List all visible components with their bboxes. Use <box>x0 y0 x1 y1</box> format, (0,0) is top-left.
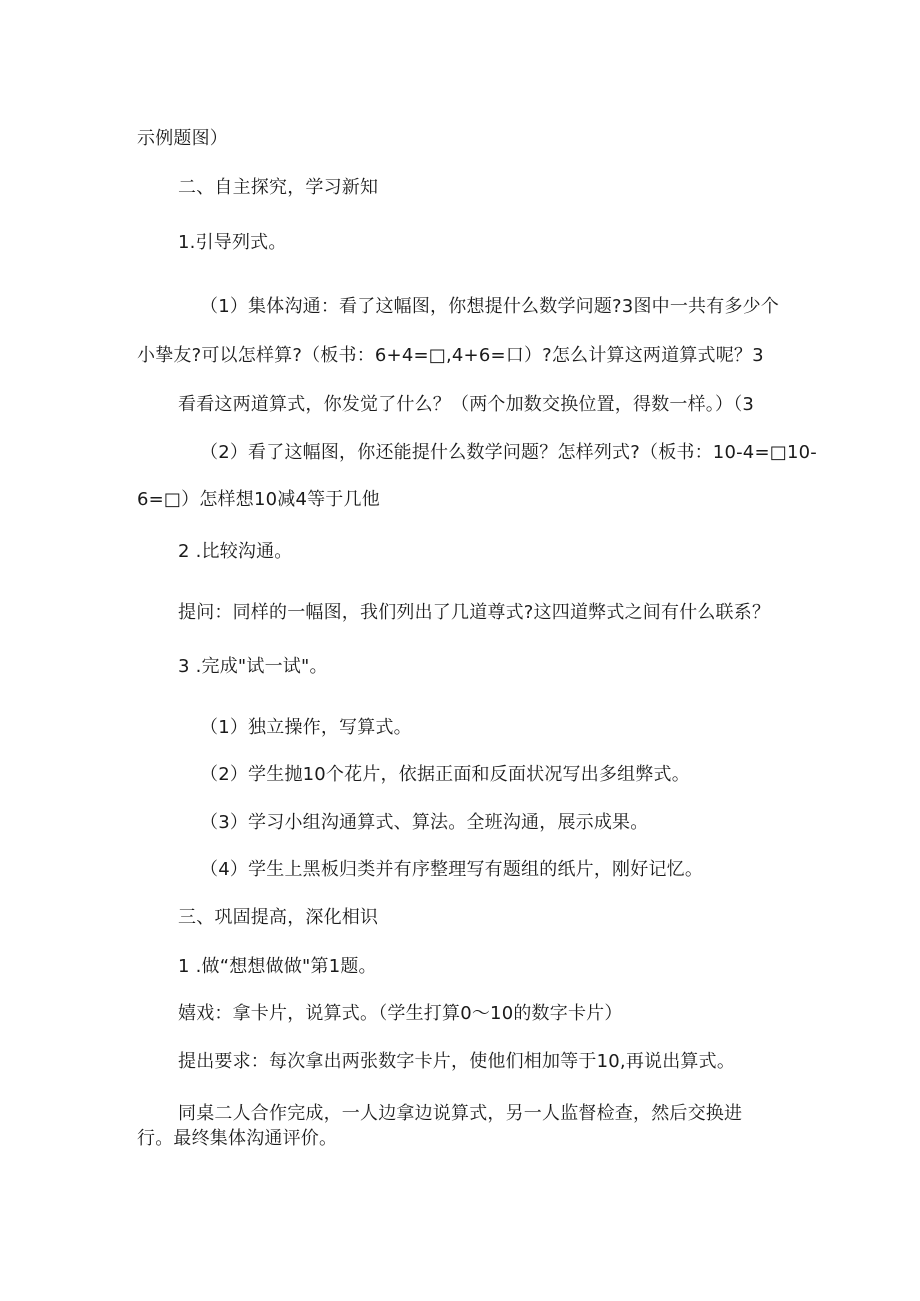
list-item: （2）学生抛10个花片，依据正面和反面状况写出多组弊式。 <box>200 764 690 785</box>
paragraph-line: 同桌二人合作完成，一人边拿边说算式，另一人监督检查，然后交换进 <box>178 1103 743 1124</box>
subheading-4: 1 .做“想想做做"第1题。 <box>178 956 377 977</box>
paragraph-line: （2）看了这幅图，你还能提什么数学问题？怎样列式?（板书：10-4=□10- <box>200 442 817 463</box>
paragraph-line: 小挚友?可以怎样算?（板书：6+4=□,4+6=口）?怎么计算这两道算式呢？3 <box>137 345 764 366</box>
paragraph-line: 行。最终集体沟通评价。 <box>137 1128 338 1149</box>
paragraph-line: 嬉戏：拿卡片，说算式。（学生打算0～10的数字卡片） <box>178 1003 623 1024</box>
paragraph-line: （1）集体沟通：看了这幅图，你想提什么数学问题?3图中一共有多少个 <box>200 296 780 317</box>
paragraph-line: 6=□）怎样想10减4等于几他 <box>137 489 380 510</box>
section-heading-3: 三、巩固提高，深化相识 <box>178 907 379 928</box>
subheading-3: 3 .完成"试一试"。 <box>178 656 328 677</box>
list-item: （3）学习小组沟通算式、算法。全班沟通，展示成果。 <box>200 812 649 833</box>
section-heading-2: 二、自主探究，学习新知 <box>178 177 379 198</box>
paragraph-line: 看看这两道算式，你发觉了什么？（两个加数交换位置，得数一样。）（3 <box>178 394 755 415</box>
paragraph-line: 提出要求：每次拿出两张数字卡片，使他们相加等于10,再说出算式。 <box>178 1051 736 1072</box>
paragraph-line: 提问：同样的一幅图，我们列出了几道尊式?这四道弊式之间有什么联系？ <box>178 602 771 623</box>
subheading-1: 1.引导列式。 <box>178 232 287 253</box>
list-item: （1）独立操作，写算式。 <box>200 717 412 738</box>
subheading-2: 2 .比较沟通。 <box>178 541 293 562</box>
text-line-1: 示例题图） <box>137 128 228 149</box>
list-item: （4）学生上黑板归类并有序整理写有题组的纸片，刚好记忆。 <box>200 859 704 880</box>
